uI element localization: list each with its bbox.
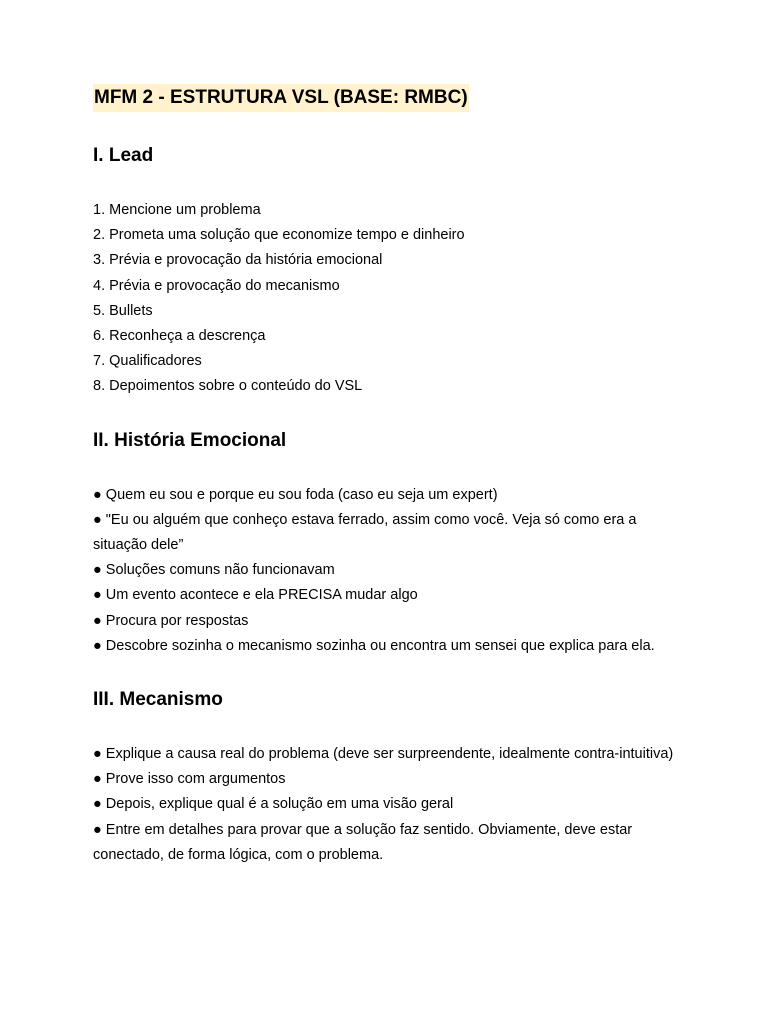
- list-item: 1. Mencione um problema: [93, 202, 261, 218]
- mecanismo-list: [93, 742, 693, 868]
- section-heading-lead: I. Lead: [93, 145, 154, 166]
- list-item: 4. Prévia e provocação do mecanismo: [93, 277, 340, 294]
- list-item: ● Quem eu sou e porque eu sou foda (caso eu seja um expert): [93, 486, 498, 503]
- list-item: ● Explique a causa real do problema (deve ser surpreendente, idealmente contra-intuitiva): [93, 746, 674, 763]
- list-item: ● Soluções comuns não funcionavam: [93, 562, 335, 579]
- section-heading-historia-emocional: II. História Emocional: [93, 429, 287, 451]
- list-item: ● Entre em detalhes para provar que a solução faz sentido. Obviamente, deve estar conectado, de forma lógica, com o problema.: [93, 821, 633, 863]
- document-page: [93, 84, 693, 868]
- document-title: MFM 2 - ESTRUTURA VSL (BASE: RMBC): [93, 84, 469, 112]
- section-heading-mecanismo: III. Mecanismo: [93, 689, 223, 711]
- document-title-row: [93, 84, 693, 112]
- list-item: 7. Qualificadores: [93, 353, 202, 370]
- list-item: 5. Bullets: [93, 302, 153, 319]
- list-item: ● Prove isso com argumentos: [93, 771, 286, 788]
- list-item: ● Procura por respostas: [93, 612, 249, 629]
- list-item: ● Um evento acontece e ela PRECISA mudar algo: [93, 587, 418, 604]
- list-item: 6. Reconheça a descrença: [93, 328, 266, 345]
- list-item: 3. Prévia e provocação da história emocional: [93, 252, 383, 269]
- list-item: ● "Eu ou alguém que conheço estava ferrado, assim como você. Veja só como era a situação dele”: [93, 511, 637, 554]
- list-item: 8. Depoimentos sobre o conteúdo do VSL: [93, 378, 363, 395]
- list-item: 2. Prometa uma solução que economize tempo e dinheiro: [93, 227, 465, 244]
- list-item: ● Descobre sozinha o mecanismo sozinha ou encontra um sensei que explica para ela.: [93, 637, 655, 654]
- list-item: ● Depois, explique qual é a solução em uma visão geral: [93, 796, 454, 813]
- historia-emocional-list: [93, 483, 693, 659]
- lead-list: [93, 198, 693, 400]
